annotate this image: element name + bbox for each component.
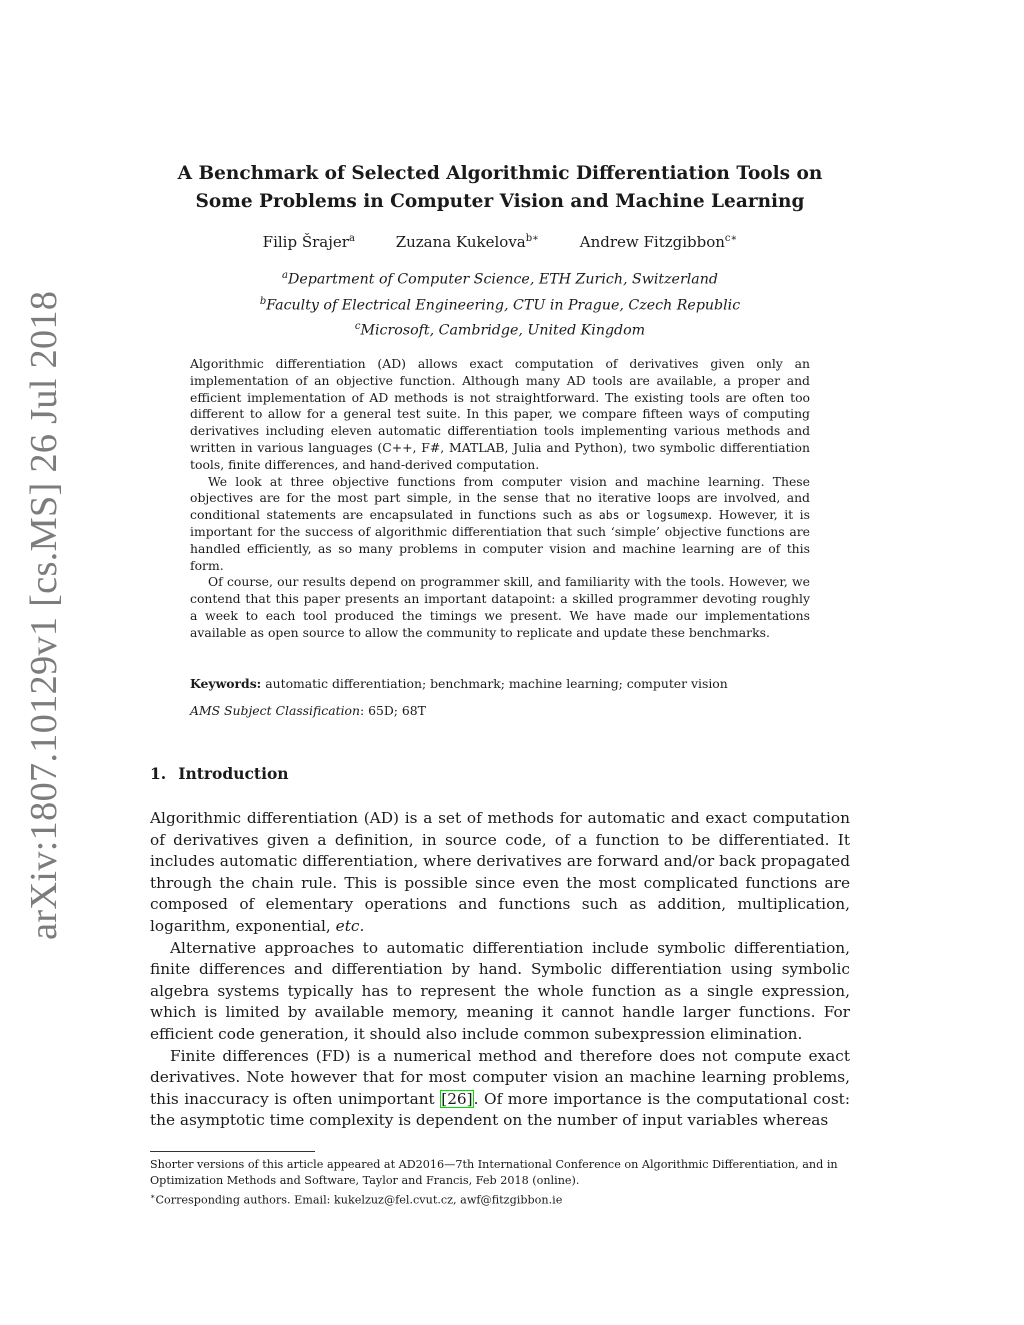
code-logsumexp: logsumexp [645,508,709,523]
author-1 [263,233,355,251]
affiliation-c [150,316,850,342]
intro-p1-etc: etc. [335,916,365,935]
abstract-paragraph-3: Of course, our results depend on programmer skill, and familiarity with the tools. However, we contend that this paper presents an important datapoint: a skilled programmer devoting roughly a week to each tool produced the timings we present. We have made our implementations available as open source to allow the community to replicate and update these benchmarks. [190,574,810,640]
author-2-name: Zuzana Kukelova [395,233,526,251]
affiliation-b-text: Faculty of Electrical Engineering, CTU in Prague, Czech Republic [266,297,741,314]
affiliation-a-mark: a [282,270,288,281]
ams-classification [190,703,810,718]
author-3-name: Andrew Fitzgibbon [579,233,725,251]
section-number: 1. [150,764,167,783]
abstract-p2-or: or [619,507,646,523]
ams-codes: : 65D; 68T [359,703,426,718]
paper-title [150,160,850,216]
abstract-p2-text-b: . However, it is important for the success of algorithmic differentiation that such ‘simple’ objective functions are handled efficiently, as so many problems in computer vision and machine learning are of this form. [190,507,810,573]
intro-paragraph-2: Alternative approaches to automatic differentiation include symbolic differentiation, finite differences and differentiation by hand. Symbolic differentiation using symbolic algebra systems typically has to represent the whole function as a single expression, which is limited by available memory, meaning it cannot handle larger functions. For efficient code generation, it should also include common subexpression elimination. [150,938,850,1043]
ams-label: AMS Subject Classification [190,703,360,718]
affiliation-b-mark: b [259,295,267,307]
footnote-shorter-versions: Shorter versions of this article appeared at AD2016—7th International Conference on Algorithmic Differentiation, and in Optimization Methods and Software, Taylor and Francis, Feb 2018 (online). [150,1158,838,1187]
citation-link-26[interactable]: [26] [441,1089,473,1108]
affiliation-a-text: Department of Computer Science, ETH Zurich, Switzerland [288,271,718,288]
keywords-label: Keywords: [190,676,262,691]
affiliation-b [150,291,850,317]
author-3 [580,233,738,251]
footnotes [150,1157,850,1209]
intro-paragraph-1 [150,808,850,938]
author-1-affil-mark: a [348,233,355,244]
author-2-affil-mark: b∗ [525,233,539,244]
keywords-text: automatic differentiation; benchmark; machine learning; computer vision [265,676,728,691]
section-title: Introduction [178,764,289,783]
footnote-divider [150,1151,315,1152]
footnote-mark: ∗ [150,1192,156,1201]
arxiv-identifier-stamp: arXiv:1807.10129v1 [cs.MS] 26 Jul 2018 [23,290,65,940]
introduction-body [150,808,850,1132]
intro-p3-text-b: . Of more importance is the computational cost: the asymptotic time complexity is dependent on the number of input variables whereas [150,1089,850,1130]
author-1-name: Filip Šrajer [262,233,349,251]
abstract-p2-text-a: We look at three objective functions from computer vision and machine learning. These objectives are for the most part simple, in the sense that no iterative loops are involved, and conditional statements are encapsulated in functions such as [190,473,810,523]
title-line-1: A Benchmark of Selected Algorithmic Differentiation Tools on [177,163,823,184]
affiliation-a [150,265,850,291]
author-list [150,233,850,251]
code-abs: abs [598,508,620,523]
footnote-corresponding-authors [150,1189,850,1209]
affiliation-c-text: Microsoft, Cambridge, United Kingdom [360,323,646,340]
abstract-paragraph-1: Algorithmic differentiation (AD) allows exact computation of derivatives given only an implementation of an objective function. Although many AD tools are available, a proper and efficient implementation of AD methods is not straightforward. The existing tools are often too different to allow for a general test suite. In this paper, we compare fifteen ways of computing derivatives including eleven automatic differentiation tools implementing various methods and written in various languages (C++, F#, MATLAB, Julia and Python), two symbolic differentiation tools, finite differences, and hand-derived computation. [190,356,810,472]
abstract [190,356,810,642]
affiliations [150,265,850,342]
abstract-paragraph-2 [190,474,810,575]
intro-paragraph-3 [150,1046,850,1132]
keywords [190,676,810,691]
intro-p3-text-a: Finite differences (FD) is a numerical method and therefore does not compute exact derivatives. Note however that for most computer vision an machine learning problems, this inaccuracy is often unimportant [150,1046,850,1108]
section-heading-introduction [150,764,289,783]
intro-p1-text: Algorithmic differentiation (AD) is a set of methods for automatic and exact computation of derivatives given a definition, in source code, of a function to be differentiated. It includes automatic differentiation, where derivatives are forward and/or back propagated through the chain rule. This is possible since even the most complicated functions are composed of elementary operations and functions such as addition, multiplication, logarithm, exponential, [150,809,850,935]
affiliation-c-mark: c [354,321,361,333]
author-2 [396,233,539,251]
footnote-corresponding-text: Corresponding authors. Email: kukelzuz@fel.cvut.cz, awf@fitzgibbon.ie [155,1193,563,1207]
author-3-affil-mark: c∗ [724,233,738,244]
title-line-2: Some Problems in Computer Vision and Machine Learning [195,191,805,212]
